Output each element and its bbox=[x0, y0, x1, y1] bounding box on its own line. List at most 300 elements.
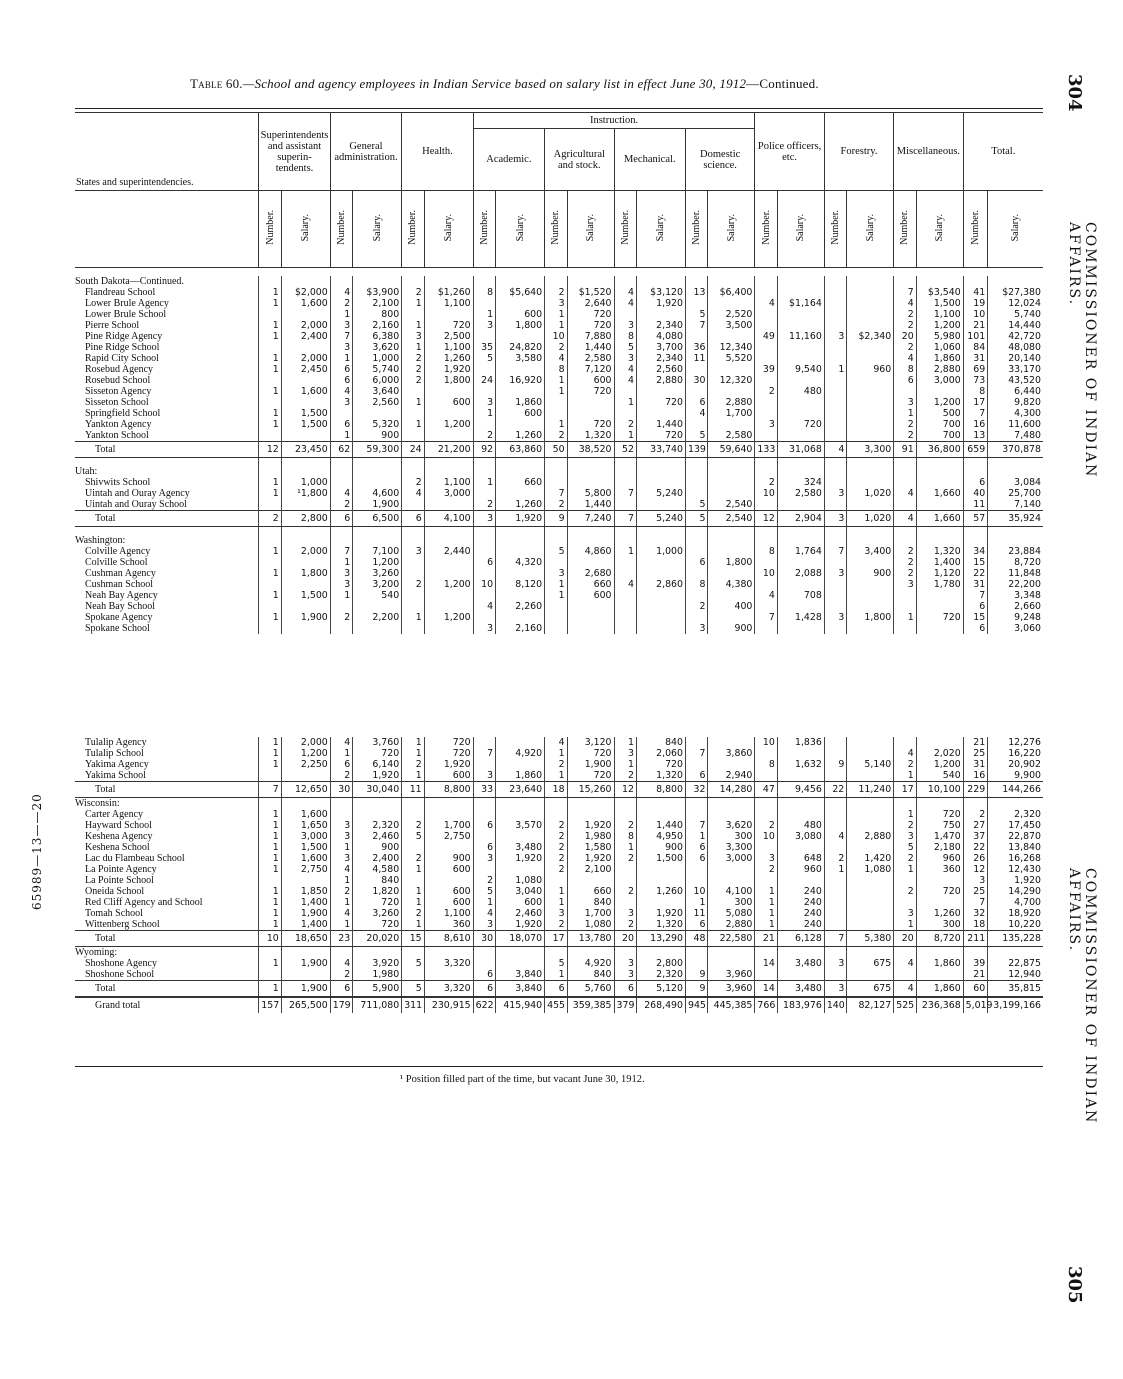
number-cell: 4 bbox=[824, 831, 846, 842]
number-cell: 14 bbox=[755, 981, 777, 998]
subheader-number-text: Number. bbox=[335, 210, 347, 245]
number-cell bbox=[545, 798, 567, 810]
salary-cell: 5,800 bbox=[567, 488, 614, 499]
number-cell: 4 bbox=[614, 375, 636, 386]
salary-cell bbox=[847, 499, 894, 511]
number-cell: 3 bbox=[824, 958, 846, 969]
number-cell bbox=[755, 969, 777, 981]
salary-cell: 3,760 bbox=[353, 737, 402, 748]
number-cell bbox=[259, 798, 281, 810]
number-cell: 6 bbox=[963, 477, 988, 488]
salary-cell: 18,070 bbox=[496, 931, 545, 947]
number-cell bbox=[755, 623, 777, 634]
salary-cell: 700 bbox=[916, 419, 963, 430]
salary-cell: 3,840 bbox=[496, 969, 545, 981]
salary-cell bbox=[281, 375, 330, 386]
salary-cell bbox=[847, 287, 894, 298]
salary-cell: 2,250 bbox=[281, 759, 330, 770]
number-cell: 34 bbox=[963, 546, 988, 557]
number-cell: 1 bbox=[330, 309, 352, 320]
number-cell: 1 bbox=[402, 886, 424, 897]
salary-cell bbox=[777, 579, 824, 590]
number-cell: 1 bbox=[402, 919, 424, 931]
salary-cell: 3,300 bbox=[708, 842, 755, 853]
salary-cell: 300 bbox=[708, 831, 755, 842]
salary-cell: $3,120 bbox=[636, 287, 685, 298]
number-cell bbox=[894, 477, 916, 488]
number-cell: 4 bbox=[894, 958, 916, 969]
salary-cell bbox=[916, 947, 963, 959]
subheader-number bbox=[402, 191, 424, 268]
number-cell: 2 bbox=[545, 342, 567, 353]
number-cell bbox=[824, 309, 846, 320]
number-cell: 16 bbox=[963, 770, 988, 782]
number-cell: 1 bbox=[545, 886, 567, 897]
number-cell bbox=[473, 612, 495, 623]
number-cell: 2 bbox=[473, 875, 495, 886]
salary-cell: 1,800 bbox=[708, 557, 755, 568]
number-cell bbox=[824, 770, 846, 782]
number-cell: 455 bbox=[545, 997, 567, 1013]
table-row bbox=[75, 623, 1043, 634]
subheader-number-text: Number. bbox=[691, 210, 703, 245]
number-cell: 7 bbox=[824, 546, 846, 557]
number-cell: 3 bbox=[473, 770, 495, 782]
salary-cell: 1,920 bbox=[424, 759, 473, 770]
salary-cell: 9,900 bbox=[988, 770, 1043, 782]
salary-cell: 10,220 bbox=[988, 919, 1043, 931]
salary-cell: 840 bbox=[636, 737, 685, 748]
number-cell bbox=[755, 342, 777, 353]
salary-cell bbox=[496, 386, 545, 397]
number-cell: 2 bbox=[685, 601, 707, 612]
salary-cell: 33,170 bbox=[988, 364, 1043, 375]
salary-cell: 840 bbox=[353, 875, 402, 886]
number-cell bbox=[824, 875, 846, 886]
number-cell bbox=[824, 908, 846, 919]
salary-cell bbox=[777, 276, 824, 287]
number-cell bbox=[963, 458, 988, 467]
salary-cell: 265,500 bbox=[281, 997, 330, 1013]
salary-cell: 600 bbox=[424, 864, 473, 875]
salary-cell: 7,140 bbox=[988, 499, 1043, 511]
salary-cell: 1,260 bbox=[496, 430, 545, 442]
number-cell: 1 bbox=[685, 831, 707, 842]
number-cell bbox=[755, 798, 777, 810]
salary-cell bbox=[708, 546, 755, 557]
salary-cell: 720 bbox=[567, 320, 614, 331]
number-cell: 15 bbox=[963, 612, 988, 623]
table-row bbox=[75, 353, 1043, 364]
salary-cell bbox=[708, 535, 755, 546]
subheader-salary-text: Salary. bbox=[864, 213, 876, 242]
salary-cell bbox=[353, 458, 402, 467]
salary-cell bbox=[424, 947, 473, 959]
number-cell: 39 bbox=[755, 364, 777, 375]
table-row bbox=[75, 886, 1043, 897]
salary-cell bbox=[281, 535, 330, 546]
salary-cell bbox=[281, 770, 330, 782]
number-cell bbox=[473, 809, 495, 820]
salary-cell bbox=[424, 527, 473, 536]
salary-cell: 1,850 bbox=[281, 886, 330, 897]
salary-cell: 1,860 bbox=[916, 981, 963, 998]
spacer-row bbox=[75, 458, 1043, 467]
salary-cell: 1,660 bbox=[916, 511, 963, 527]
number-cell: 4 bbox=[894, 353, 916, 364]
number-cell: 2 bbox=[755, 820, 777, 831]
salary-cell: 1,764 bbox=[777, 546, 824, 557]
total-row bbox=[75, 511, 1043, 527]
number-cell: 766 bbox=[755, 997, 777, 1013]
salary-cell: 1,440 bbox=[636, 820, 685, 831]
number-cell bbox=[963, 535, 988, 546]
number-cell bbox=[473, 798, 495, 810]
number-cell: 2 bbox=[545, 287, 567, 298]
number-cell: 1 bbox=[330, 919, 352, 931]
subheader-salary bbox=[847, 191, 894, 268]
salary-cell bbox=[708, 568, 755, 579]
salary-cell: $3,900 bbox=[353, 287, 402, 298]
number-cell bbox=[824, 298, 846, 309]
number-cell bbox=[685, 331, 707, 342]
number-cell bbox=[894, 499, 916, 511]
number-cell bbox=[259, 499, 281, 511]
number-cell bbox=[685, 864, 707, 875]
salary-cell bbox=[424, 969, 473, 981]
salary-cell: 2,500 bbox=[424, 331, 473, 342]
row-label: Total bbox=[75, 981, 259, 998]
number-cell: 2 bbox=[894, 342, 916, 353]
salary-cell bbox=[847, 527, 894, 536]
number-cell bbox=[685, 612, 707, 623]
number-cell: 49 bbox=[755, 331, 777, 342]
number-cell: 1 bbox=[614, 397, 636, 408]
salary-cell bbox=[496, 831, 545, 842]
number-cell bbox=[755, 408, 777, 419]
salary-cell: 3,480 bbox=[777, 981, 824, 998]
salary-cell: 1,800 bbox=[847, 612, 894, 623]
salary-cell bbox=[708, 864, 755, 875]
salary-cell: 1,920 bbox=[424, 364, 473, 375]
salary-cell: 1,920 bbox=[636, 908, 685, 919]
page-title bbox=[190, 76, 950, 92]
salary-cell bbox=[424, 430, 473, 442]
number-cell: 32 bbox=[963, 908, 988, 919]
salary-cell: 359,385 bbox=[567, 997, 614, 1013]
row-label: Rosebud School bbox=[85, 375, 151, 386]
salary-cell bbox=[353, 276, 402, 287]
number-cell bbox=[259, 466, 281, 477]
number-cell bbox=[545, 397, 567, 408]
number-cell: 3 bbox=[545, 908, 567, 919]
number-cell: 3 bbox=[330, 831, 352, 842]
salary-cell: 1,860 bbox=[916, 958, 963, 969]
salary-cell: 2,260 bbox=[496, 601, 545, 612]
salary-cell: 12,340 bbox=[708, 342, 755, 353]
salary-cell bbox=[281, 309, 330, 320]
salary-cell bbox=[636, 386, 685, 397]
salary-cell bbox=[424, 309, 473, 320]
salary-cell bbox=[353, 947, 402, 959]
row-label: Hayward School bbox=[85, 820, 152, 831]
number-cell bbox=[755, 375, 777, 386]
salary-cell: 1,080 bbox=[567, 919, 614, 931]
salary-cell: 5,740 bbox=[353, 364, 402, 375]
salary-cell bbox=[496, 488, 545, 499]
salary-cell: 720 bbox=[916, 809, 963, 820]
salary-cell: 600 bbox=[424, 397, 473, 408]
number-cell: 2 bbox=[614, 770, 636, 782]
salary-cell bbox=[777, 375, 824, 386]
salary-cell: 1,080 bbox=[847, 864, 894, 875]
number-cell: 2 bbox=[545, 759, 567, 770]
number-cell bbox=[824, 477, 846, 488]
salary-cell: 1,500 bbox=[916, 298, 963, 309]
table-row bbox=[75, 408, 1043, 419]
salary-cell: 7,100 bbox=[353, 546, 402, 557]
number-cell: 21 bbox=[755, 931, 777, 947]
number-cell: 6 bbox=[330, 981, 352, 998]
salary-cell: 4,860 bbox=[567, 546, 614, 557]
number-cell: 7 bbox=[963, 897, 988, 908]
number-cell: 2 bbox=[330, 770, 352, 782]
salary-cell bbox=[988, 466, 1043, 477]
salary-cell bbox=[567, 947, 614, 959]
number-cell: 6 bbox=[402, 511, 424, 527]
salary-cell: 660 bbox=[567, 886, 614, 897]
number-cell bbox=[402, 947, 424, 959]
subheader-salary-text: Salary. bbox=[934, 213, 946, 242]
number-cell bbox=[614, 864, 636, 875]
number-cell bbox=[755, 875, 777, 886]
number-cell bbox=[614, 499, 636, 511]
number-cell bbox=[685, 809, 707, 820]
salary-cell: 2,460 bbox=[353, 831, 402, 842]
salary-cell: 5,900 bbox=[353, 981, 402, 998]
salary-cell: 59,640 bbox=[708, 442, 755, 458]
salary-cell: 1,920 bbox=[567, 853, 614, 864]
number-cell bbox=[402, 527, 424, 536]
salary-cell bbox=[496, 419, 545, 430]
salary-cell: 2,088 bbox=[777, 568, 824, 579]
number-cell: 3 bbox=[330, 853, 352, 864]
number-cell bbox=[755, 458, 777, 467]
salary-cell: 2,800 bbox=[636, 958, 685, 969]
salary-cell bbox=[777, 320, 824, 331]
salary-cell: 11,160 bbox=[777, 331, 824, 342]
number-cell bbox=[473, 958, 495, 969]
salary-cell: 960 bbox=[777, 864, 824, 875]
row-label: Rosebud Agency bbox=[85, 364, 154, 375]
salary-cell: 4,580 bbox=[353, 864, 402, 875]
number-cell: 1 bbox=[402, 748, 424, 759]
number-cell bbox=[824, 499, 846, 511]
salary-cell bbox=[281, 601, 330, 612]
salary-cell: 1,100 bbox=[424, 298, 473, 309]
number-cell: 1 bbox=[402, 737, 424, 748]
salary-cell: 3,480 bbox=[496, 842, 545, 853]
number-cell: 1 bbox=[259, 842, 281, 853]
salary-cell: 22,580 bbox=[708, 931, 755, 947]
salary-cell bbox=[708, 809, 755, 820]
number-cell bbox=[473, 276, 495, 287]
salary-cell bbox=[708, 364, 755, 375]
number-cell bbox=[685, 875, 707, 886]
number-cell: 3 bbox=[330, 579, 352, 590]
number-cell: 1 bbox=[259, 759, 281, 770]
number-cell: 8 bbox=[614, 331, 636, 342]
number-cell: 3 bbox=[473, 397, 495, 408]
row-label: Washington: bbox=[75, 535, 126, 546]
salary-cell: 2,580 bbox=[708, 430, 755, 442]
salary-cell: 4,600 bbox=[353, 488, 402, 499]
number-cell: 30 bbox=[330, 782, 352, 798]
subheader-salary-text: Salary. bbox=[371, 213, 383, 242]
number-cell: 1 bbox=[402, 397, 424, 408]
salary-cell: 236,368 bbox=[916, 997, 963, 1013]
number-cell: 2 bbox=[545, 842, 567, 853]
salary-cell: 1,060 bbox=[916, 342, 963, 353]
number-cell: 211 bbox=[963, 931, 988, 947]
salary-cell bbox=[777, 969, 824, 981]
number-cell: 40 bbox=[963, 488, 988, 499]
salary-cell: 12,940 bbox=[988, 969, 1043, 981]
number-cell: 6 bbox=[545, 981, 567, 998]
salary-cell bbox=[496, 737, 545, 748]
table-row bbox=[75, 842, 1043, 853]
number-cell: 659 bbox=[963, 442, 988, 458]
salary-cell: 1,920 bbox=[353, 770, 402, 782]
number-cell: 1 bbox=[259, 809, 281, 820]
salary-cell bbox=[777, 408, 824, 419]
number-cell: 2 bbox=[402, 908, 424, 919]
row-label: Keshena School bbox=[85, 842, 150, 853]
row-label: Neah Bay Agency bbox=[85, 590, 158, 601]
table-row bbox=[75, 853, 1043, 864]
table-row bbox=[75, 298, 1043, 309]
number-cell bbox=[259, 375, 281, 386]
number-cell bbox=[614, 276, 636, 287]
number-cell bbox=[824, 397, 846, 408]
page-number-top: 304 bbox=[1064, 74, 1085, 112]
subheader-number-text: Number. bbox=[830, 210, 842, 245]
salary-cell: 1,000 bbox=[281, 477, 330, 488]
salary-cell bbox=[847, 386, 894, 397]
number-cell bbox=[824, 408, 846, 419]
salary-cell: 5,380 bbox=[847, 931, 894, 947]
row-label: Keshena Agency bbox=[85, 831, 153, 842]
salary-cell: 1,200 bbox=[281, 748, 330, 759]
number-cell: 6 bbox=[473, 557, 495, 568]
subheader-number bbox=[259, 191, 281, 268]
salary-cell: 1,260 bbox=[496, 499, 545, 511]
total-row bbox=[75, 981, 1043, 998]
number-cell: 13 bbox=[963, 430, 988, 442]
salary-cell: 400 bbox=[708, 601, 755, 612]
number-cell: 5 bbox=[685, 430, 707, 442]
subheader-salary-text: Salary. bbox=[514, 213, 526, 242]
number-cell: 2 bbox=[894, 853, 916, 864]
bottom-rule bbox=[75, 1066, 1043, 1067]
number-cell bbox=[755, 601, 777, 612]
table-row bbox=[75, 737, 1043, 748]
row-label: Sisseton Agency bbox=[85, 386, 152, 397]
salary-cell: 8,800 bbox=[424, 782, 473, 798]
number-cell bbox=[402, 408, 424, 419]
number-cell: 4 bbox=[330, 864, 352, 875]
number-cell: 3 bbox=[614, 748, 636, 759]
number-cell bbox=[330, 535, 352, 546]
number-cell: 15 bbox=[402, 931, 424, 947]
salary-cell: $1,164 bbox=[777, 298, 824, 309]
salary-cell: 1,100 bbox=[424, 342, 473, 353]
number-cell bbox=[330, 276, 352, 287]
salary-cell bbox=[777, 466, 824, 477]
salary-cell: $1,260 bbox=[424, 287, 473, 298]
number-cell: 12 bbox=[963, 864, 988, 875]
salary-cell bbox=[567, 477, 614, 488]
number-cell: 1 bbox=[330, 353, 352, 364]
salary-cell: 2,020 bbox=[916, 748, 963, 759]
number-cell: 6 bbox=[330, 364, 352, 375]
salary-cell: 2,750 bbox=[281, 864, 330, 875]
salary-cell: 3,300 bbox=[847, 442, 894, 458]
number-cell: 4 bbox=[824, 442, 846, 458]
salary-cell bbox=[567, 466, 614, 477]
number-cell: 2 bbox=[402, 353, 424, 364]
salary-cell: 1,500 bbox=[636, 853, 685, 864]
salary-cell bbox=[636, 590, 685, 601]
number-cell: 6 bbox=[473, 969, 495, 981]
number-cell: 157 bbox=[259, 997, 281, 1013]
number-cell: 7 bbox=[963, 408, 988, 419]
salary-cell: 1,200 bbox=[916, 759, 963, 770]
number-cell bbox=[259, 770, 281, 782]
salary-cell: 4,100 bbox=[424, 511, 473, 527]
salary-cell: 1,920 bbox=[496, 853, 545, 864]
salary-cell: 1,900 bbox=[353, 499, 402, 511]
number-cell bbox=[894, 737, 916, 748]
table-row bbox=[75, 601, 1043, 612]
subheader-salary-text: Salary. bbox=[795, 213, 807, 242]
number-cell: 32 bbox=[685, 782, 707, 798]
row-label: Pine Ridge School bbox=[85, 342, 160, 353]
salary-cell: 2,540 bbox=[708, 511, 755, 527]
number-cell bbox=[614, 458, 636, 467]
salary-cell bbox=[353, 477, 402, 488]
number-cell: 3 bbox=[824, 981, 846, 998]
salary-cell bbox=[708, 612, 755, 623]
salary-cell: 3,500 bbox=[708, 320, 755, 331]
number-cell bbox=[473, 458, 495, 467]
number-cell: 1 bbox=[259, 886, 281, 897]
salary-cell: 183,976 bbox=[777, 997, 824, 1013]
salary-cell bbox=[847, 342, 894, 353]
number-cell: 1 bbox=[330, 430, 352, 442]
number-cell: 1 bbox=[330, 897, 352, 908]
number-cell bbox=[685, 737, 707, 748]
number-cell bbox=[824, 842, 846, 853]
salary-cell: 2,160 bbox=[496, 623, 545, 634]
number-cell: 10 bbox=[473, 579, 495, 590]
salary-cell bbox=[424, 276, 473, 287]
number-cell bbox=[545, 527, 567, 536]
number-cell: 1 bbox=[755, 919, 777, 931]
header-total: Total. bbox=[963, 113, 1043, 191]
row-label: Lower Brule School bbox=[85, 309, 167, 320]
table-row bbox=[75, 820, 1043, 831]
